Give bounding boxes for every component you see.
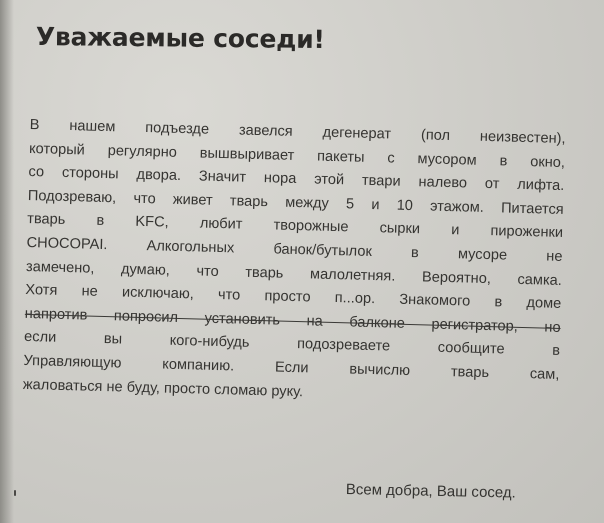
paper-edge-shadow — [0, 0, 14, 523]
notice-line-11: Управляющую компанию. Если вычислю тварь сам, — [23, 352, 560, 383]
notice-body — [23, 114, 566, 411]
notice-line-1: В нашем подъезде завелся дегенерат (пол неизвестен), — [29, 116, 566, 148]
notice-line-3: со стороны двора. Значит нора этой твари налево от лифта. — [28, 164, 565, 195]
notice-line-7: замечено, думаю, что тварь малолетняя. Вероятно, самка. — [25, 258, 563, 289]
notice-line-5: тварь в KFC, любит творожные сырки и пироженки — [27, 211, 564, 242]
notice-line-9: напротив попросил установить на балконе регистратор, но — [24, 305, 561, 336]
paper-mark — [14, 490, 16, 496]
notice-line-8: Хотя не исключаю, что просто п...ор. Знакомого в доме — [25, 282, 562, 313]
notice-line-4: Подозреваю, что живет тварь между 5 и 10 этажом. Питается — [27, 187, 564, 218]
notice-line-2: который регулярно вышвыривает пакеты с мусором в окно, — [28, 140, 566, 171]
notice-title: Уважаемые соседи! — [35, 22, 325, 55]
notice-line-12: жаловаться не буду, просто сломаю руку. — [22, 376, 304, 400]
notice-line-10: если вы кого-нибудь подозреваете сообщите в — [23, 329, 561, 360]
notice-signature: Всем добра, Ваш сосед. — [345, 481, 516, 502]
notice-line-6: CHOCOPAI. Алкогольных банок/бутылок в мусоре не — [26, 234, 563, 265]
